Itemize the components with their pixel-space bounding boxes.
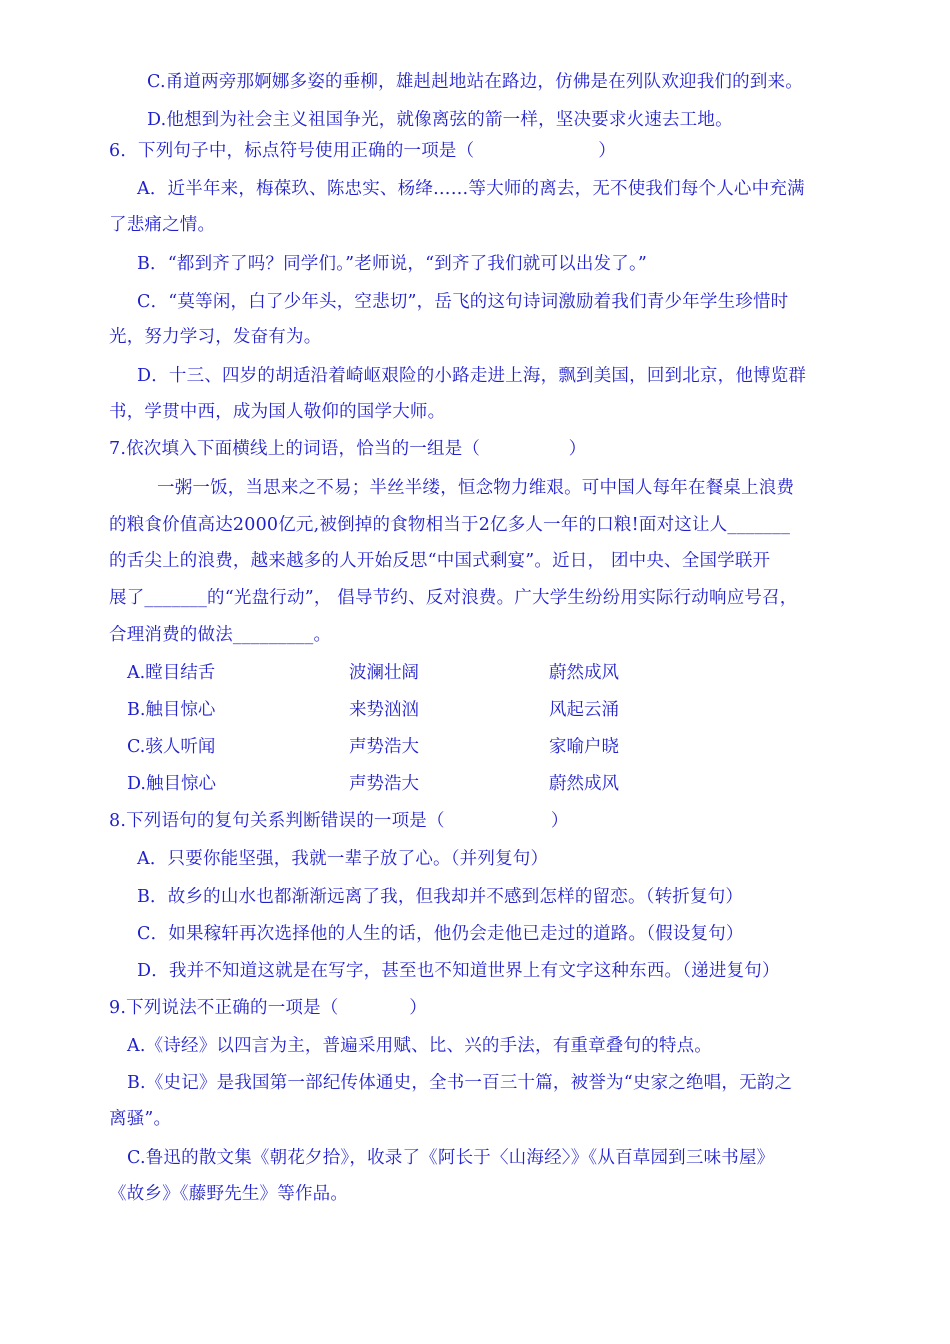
q7-passage-line4: 展了_______的“光盘行动”， 倡导节约、反对浪费。广大学生纷纷用实际行动响应号召，	[109, 588, 798, 608]
q6-option-d-line1: D．十三、四岁的胡适沿着崎岖艰险的小路走进上海，飘到美国，回到北京，他博览群	[137, 366, 807, 386]
q8-option-a: A．只要你能坚强，我就一辈子放了心。（并列复句）	[137, 849, 549, 869]
q8-stem: 8.下列语句的复句关系判断错误的一项是（ ）	[109, 811, 569, 831]
q9-option-b-line1: B.《史记》是我国第一部纪传体通史，全书一百三十篇，被誉为“史家之绝唱，无韵之	[127, 1073, 793, 1093]
q8-option-b: B．故乡的山水也都渐渐远离了我，但我却并不感到怎样的留恋。（转折复句）	[137, 887, 744, 907]
q9-option-a: A.《诗经》以四言为主，普遍采用赋、比、兴的手法，有重章叠句的特点。	[127, 1036, 712, 1056]
q5-option-d: D.他想到为社会主义祖国争光，就像离弦的箭一样，坚决要求火速去工地。	[147, 110, 733, 130]
q9-option-b-line2: 离骚”。	[109, 1109, 172, 1129]
q6-option-a-line2: 了悲痛之情。	[109, 215, 216, 235]
q7-passage-line3: 的舌尖上的浪费，越来越多的人开始反思“中国式剩宴”。近日， 团中央、全国学联开	[109, 551, 771, 571]
q7-option-c-word2: 声势浩大	[349, 737, 419, 757]
q6-stem: 6．下列句子中，标点符号使用正确的一项是（ ）	[109, 141, 616, 161]
q7-stem: 7.依次填入下面横线上的词语，恰当的一组是（ ）	[109, 439, 587, 459]
q9-option-c-line1: C.鲁迅的散文集《朝花夕拾》，收录了《阿长于〈山海经〉》《从百草园到三味书屋》	[127, 1148, 775, 1168]
q7-option-d-word2: 声势浩大	[349, 774, 419, 794]
q9-option-c-line2: 《故乡》《藤野先生》等作品。	[109, 1184, 349, 1204]
q6-option-a-line1: A．近半年来，梅葆玖、陈忠实、杨绛……等大师的离去，无不使我们每个人心中充满	[137, 179, 805, 199]
q6-option-d-line2: 书，学贯中西，成为国人敬仰的国学大师。	[109, 402, 446, 422]
q7-option-d-word3: 蔚然成风	[549, 774, 619, 794]
q7-option-c-word1: C.骇人听闻	[127, 737, 216, 757]
q7-option-b-word1: B.触目惊心	[127, 700, 216, 720]
q9-stem: 9.下列说法不正确的一项是（ ）	[109, 998, 427, 1018]
q7-option-b-word3: 风起云涌	[549, 700, 619, 720]
q7-option-c-word3: 家喻户晓	[549, 737, 619, 757]
q7-option-a-word2: 波澜壮阔	[349, 663, 419, 683]
q7-option-a-word1: A.瞠目结舌	[127, 663, 216, 683]
q7-passage-line2: 的粮食价值高达2000亿元,被倒掉的食物相当于2亿多人一年的口粮!面对这让人_______	[109, 515, 791, 535]
q6-option-b: B．“都到齐了吗？同学们。”老师说，“到齐了我们就可以出发了。”	[137, 254, 648, 274]
q6-option-c-line1: C．“莫等闲，白了少年头，空悲切”，岳飞的这句诗词激励着我们青少年学生珍惜时	[137, 292, 789, 312]
q8-option-d: D．我并不知道这就是在写字，甚至也不知道世界上有文字这种东西。（递进复句）	[137, 961, 780, 981]
q7-option-b-word2: 来势汹汹	[349, 700, 419, 720]
q7-passage-line5: 合理消费的做法_________。	[109, 625, 332, 645]
q7-passage-line1: 一粥一饭，当思来之不易；半丝半缕，恒念物力维艰。可中国人每年在餐桌上浪费	[157, 478, 795, 498]
q5-option-c: C.甬道两旁那婀娜多姿的垂柳，雄赳赳地站在路边，仿佛是在列队欢迎我们的到来。	[147, 72, 803, 92]
q7-option-a-word3: 蔚然成风	[549, 663, 619, 683]
q6-option-c-line2: 光，努力学习，发奋有为。	[109, 327, 322, 347]
q7-option-d-word1: D.触目惊心	[127, 774, 216, 794]
q8-option-c: C．如果稼轩再次选择他的人生的话，他仍会走他已走过的道路。（假设复句）	[137, 924, 744, 944]
